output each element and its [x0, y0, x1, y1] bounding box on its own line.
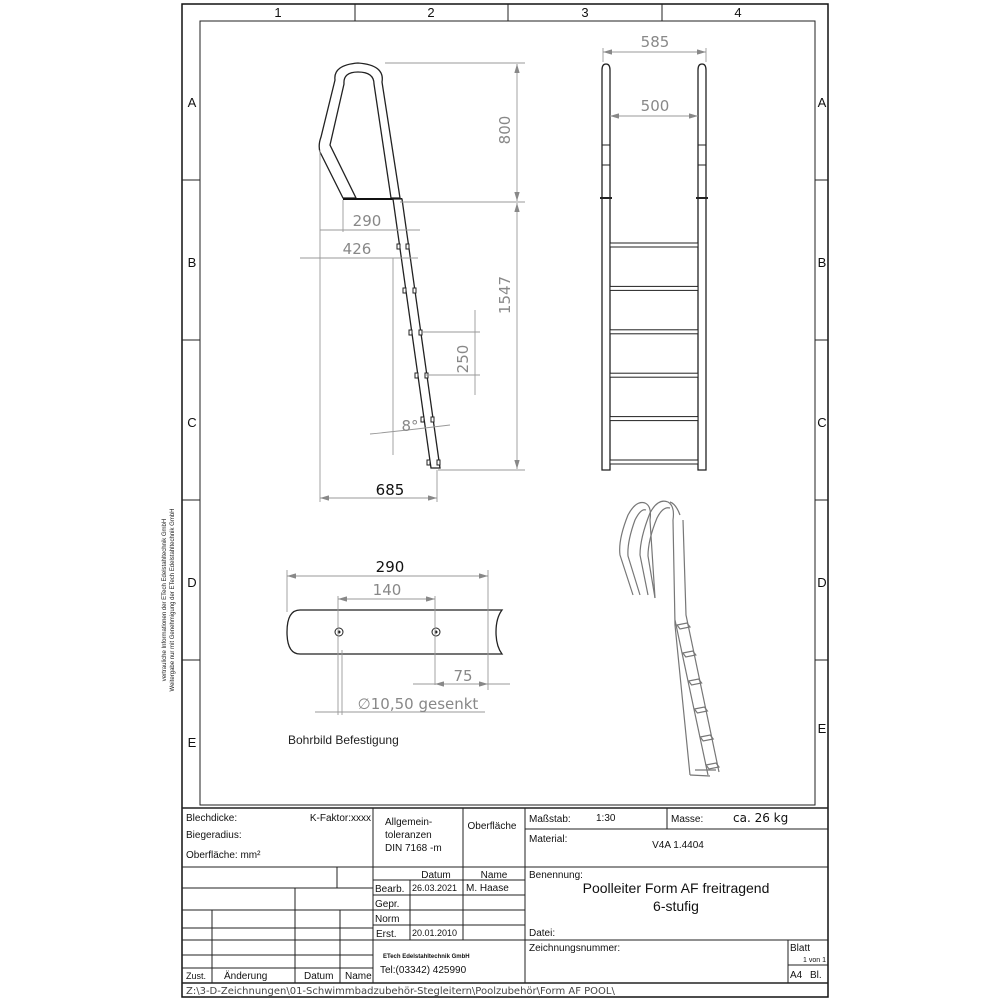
grid-col-4: 4 — [734, 5, 742, 20]
zust-header: Zust. — [186, 971, 207, 981]
grid-row-a: A — [187, 95, 197, 110]
grid-col-3: 3 — [581, 5, 589, 20]
erst-label: Erst. — [376, 929, 397, 940]
dim-585: 585 — [640, 33, 670, 51]
company-phone: Tel:(03342) 425990 — [380, 965, 467, 976]
dim-685: 685 — [375, 481, 405, 499]
tolerance-line-2: toleranzen — [385, 830, 432, 841]
erst-date: 20.01.2010 — [412, 928, 458, 938]
grid-row-b-right: B — [817, 255, 827, 270]
format-label: A4 — [790, 970, 803, 981]
bl-label: Bl. — [810, 970, 822, 981]
tolerance-line-3: DIN 7168 -m — [385, 843, 442, 854]
dim-800: 800 — [496, 115, 514, 145]
ladder-rung — [610, 286, 698, 290]
grid-row-c: C — [187, 415, 197, 430]
aenderung-header: Änderung — [224, 971, 268, 982]
material-value: V4A 1.4404 — [652, 840, 704, 851]
dim-140: 140 — [372, 581, 402, 599]
grid-row-d-right: D — [817, 575, 827, 590]
gepr-label: Gepr. — [375, 899, 400, 910]
grid-row-d: D — [187, 575, 197, 590]
confidential-notice — [162, 509, 176, 692]
dim-angle-8: 8° — [401, 417, 419, 435]
file-path: Z:\3-D-Zeichnungen\01-Schwimmbadzubehör-Stegleitern\Poolzubehör\Form AF POOL\ — [186, 986, 615, 997]
blatt-value: 1 von 1 — [803, 957, 826, 964]
grid-row-b: B — [187, 255, 197, 270]
dim-plate-290: 290 — [375, 558, 405, 576]
datei-label: Datei: — [529, 928, 556, 939]
iso-ladder-rung — [706, 763, 719, 769]
dim-290-side: 290 — [352, 212, 382, 230]
dim-75: 75 — [453, 667, 473, 685]
grid-row-e-right: E — [817, 721, 827, 736]
name-header: Name — [480, 870, 508, 881]
notice-line-1: vertrauliche Informationen der ETech Edelstahltechnik GmbH — [162, 518, 168, 682]
drawing-subtitle: 6-stufig — [653, 898, 699, 914]
masse-value: ca. 26 kg — [733, 811, 789, 825]
tolerance-line-1: Allgemein- — [385, 817, 433, 828]
norm-label: Norm — [375, 914, 400, 925]
benennung-label: Benennung: — [529, 870, 583, 881]
revision-datum-header: Datum — [304, 971, 334, 982]
mount-plate-view — [287, 558, 510, 747]
grid-row-e: E — [187, 735, 197, 750]
kfaktor-label: K-Faktor:xxxx — [309, 813, 371, 824]
bearb-date: 26.03.2021 — [412, 883, 458, 893]
ladder-rung — [610, 460, 698, 464]
massstab-label: Maßstab: — [529, 814, 571, 825]
ladder-rung — [610, 373, 698, 377]
grid-row-c-right: C — [817, 415, 827, 430]
ladder-rung — [610, 330, 698, 334]
zeichnungsnummer-label: Zeichnungsnummer: — [529, 943, 621, 954]
revision-name-header: Name — [345, 971, 372, 982]
isometric-view — [620, 501, 719, 776]
oberflaeche-area-label: Oberfläche: mm² — [186, 850, 261, 861]
grid-col-1: 1 — [274, 5, 282, 20]
material-label: Material: — [529, 834, 568, 845]
company-name: ETech Edelstahltechnik GmbH — [383, 954, 470, 960]
notice-line-2: Weitergabe nur mit Genehmigung der ETech Edelstahltechnik GmbH — [170, 508, 176, 692]
grid-row-labels — [187, 95, 826, 750]
dim-hole-diameter: ∅10,50 gesenkt — [357, 695, 479, 713]
drawing-frame — [182, 4, 828, 997]
ladder-rungs — [610, 243, 698, 464]
ladder-rung — [610, 243, 698, 247]
blechdicke-label: Blechdicke: — [186, 813, 238, 824]
side-view — [300, 63, 525, 502]
drawing-title: Poolleiter Form AF freitragend — [582, 880, 770, 896]
grid-row-a-right: A — [817, 95, 827, 110]
dim-500: 500 — [640, 97, 670, 115]
dim-250: 250 — [454, 344, 472, 374]
biegeradius-label: Biegeradius: — [186, 830, 242, 841]
dim-1547: 1547 — [496, 275, 514, 315]
masse-label: Masse: — [671, 814, 704, 825]
grid-col-2: 2 — [427, 5, 435, 20]
massstab-value: 1:30 — [596, 813, 616, 824]
front-view — [600, 33, 708, 470]
dim-426: 426 — [342, 240, 372, 258]
ladder-rung — [610, 417, 698, 421]
bearb-name: M. Haase — [466, 883, 509, 894]
oberflaeche-label: Oberfläche — [467, 821, 517, 832]
datum-header: Datum — [421, 870, 451, 881]
mount-plate-caption: Bohrbild Befestigung — [288, 733, 399, 747]
bearb-label: Bearb. — [375, 884, 405, 895]
title-block — [182, 808, 828, 997]
blatt-label: Blatt — [790, 943, 811, 954]
